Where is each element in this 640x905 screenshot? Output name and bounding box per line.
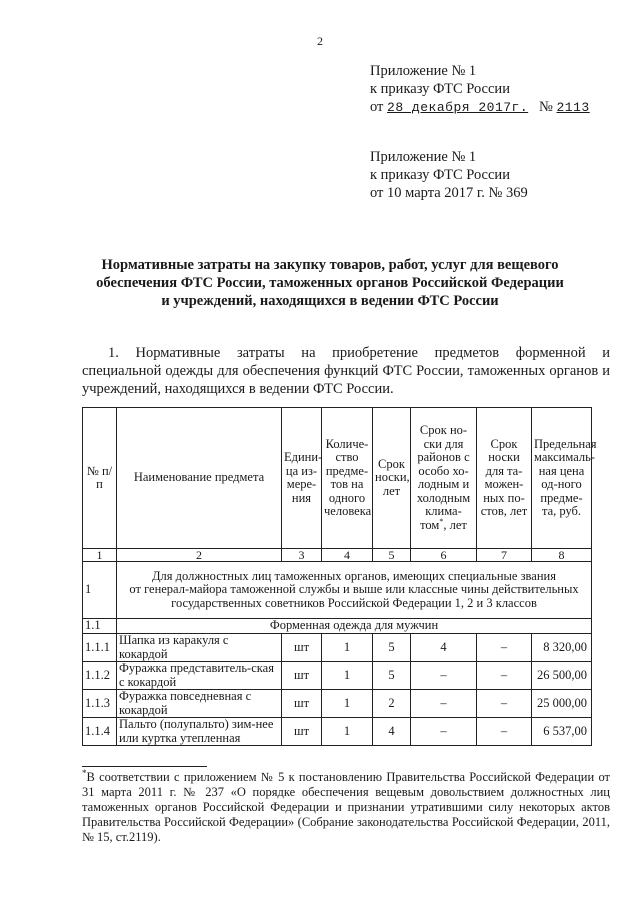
row-item-name: Фуражка повседневная с кокардой (117, 690, 282, 718)
table-row (83, 718, 592, 746)
appendix-previous-line3: от 10 марта 2017 г. № 369 (370, 185, 528, 201)
row-wear-term-posts: – (477, 690, 532, 718)
row-wear-term-posts: – (477, 662, 532, 690)
table-row (83, 662, 592, 690)
appendix-number-sign: № (539, 99, 553, 115)
row-unit: шт (282, 662, 322, 690)
appendix-current (370, 62, 590, 117)
row-num: 1.1.2 (83, 662, 117, 690)
title-line3: и учреждений, находящихся в ведении ФТС России (161, 293, 499, 309)
column-number: 4 (322, 549, 373, 562)
row-wear-term-cold: – (411, 718, 477, 746)
row-wear-term: 5 (373, 634, 411, 662)
row-wear-term: 5 (373, 662, 411, 690)
norms-table (82, 407, 597, 746)
appendix-previous (370, 148, 528, 202)
appendix-date-prefix: от (370, 99, 388, 115)
intro-paragraph (82, 344, 610, 398)
title-line2: обеспечения ФТС России, таможенных органов Российской Федерации (96, 275, 564, 291)
row-wear-term-cold: 4 (411, 634, 477, 662)
row-unit: шт (282, 634, 322, 662)
row-price: 6 537,00 (532, 718, 592, 746)
header-wear-term-posts: Срок носки для та-можен-ных по-стов, лет (477, 408, 532, 549)
group-num: 1 (83, 562, 117, 619)
column-number: 8 (532, 549, 592, 562)
row-wear-term-cold: – (411, 662, 477, 690)
row-price: 8 320,00 (532, 634, 592, 662)
column-number: 3 (282, 549, 322, 562)
row-wear-term-cold: – (411, 690, 477, 718)
document-title (60, 256, 600, 310)
footnote-mark: * (82, 767, 87, 778)
header-wear-term: Срок носки, лет (373, 408, 411, 549)
row-item-name: Пальто (полупальто) зим-нее или куртка утепленная (117, 718, 282, 746)
column-number: 2 (117, 549, 282, 562)
subgroup-num: 1.1 (83, 619, 117, 634)
row-wear-term: 2 (373, 690, 411, 718)
intro-line1: 1. Нормативные затраты на приобретение предметов форменной и (108, 345, 610, 361)
column-number: 6 (411, 549, 477, 562)
header-max-price: Предельная максималь-ная цена од-ного предме-та, руб. (532, 408, 592, 549)
footnote-mark: * (439, 516, 444, 526)
row-wear-term: 4 (373, 718, 411, 746)
title-line1: Нормативные затраты на закупку товаров, работ, услуг для вещевого (101, 257, 559, 273)
page-number: 2 (317, 34, 323, 48)
appendix-handwritten-date: 28 декабря 2017г. (387, 100, 529, 115)
header-unit: Едини-ца из-мере-ния (282, 408, 322, 549)
appendix-current-date-line (370, 98, 590, 117)
row-price: 26 500,00 (532, 662, 592, 690)
appendix-current-line2: к приказу ФТС России (370, 81, 510, 97)
row-wear-term-posts: – (477, 634, 532, 662)
header-wear-term-cold (411, 408, 477, 549)
group-text (117, 562, 592, 619)
row-wear-term-posts: – (477, 718, 532, 746)
subgroup-row (83, 619, 592, 634)
row-num: 1.1.1 (83, 634, 117, 662)
column-number: 1 (83, 549, 117, 562)
appendix-current-line1: Приложение № 1 (370, 63, 477, 79)
appendix-previous-line2: к приказу ФТС России (370, 167, 510, 183)
subgroup-text: Форменная одежда для мужчин (117, 619, 592, 634)
row-unit: шт (282, 718, 322, 746)
row-item-name: Шапка из каракуля с кокардой (117, 634, 282, 662)
header-item-name: Наименование предмета (117, 408, 282, 549)
header-wear-term-cold-text: Срок но-ски для районов с особо хо-лодным и холодным клима-том (416, 423, 471, 532)
row-num: 1.1.3 (83, 690, 117, 718)
footnote-divider (82, 766, 207, 767)
row-item-name: Фуражка представитель-ская с кокардой (117, 662, 282, 690)
group-text-line2: от генерал-майора таможенной службы и выше или классные чины действительных (129, 582, 579, 597)
row-quantity: 1 (322, 690, 373, 718)
header-num: № п/п (83, 408, 117, 549)
table-row (83, 690, 592, 718)
column-number-row (83, 549, 592, 562)
group-row (83, 562, 592, 619)
table-row (83, 634, 592, 662)
group-text-line3: государственных советников Российской Федерации 1, 2 и 3 классов (171, 595, 537, 610)
row-quantity: 1 (322, 662, 373, 690)
column-number: 7 (477, 549, 532, 562)
row-num: 1.1.4 (83, 718, 117, 746)
footnote (82, 767, 610, 845)
row-unit: шт (282, 690, 322, 718)
header-wear-term-cold-tail: , лет (443, 517, 467, 532)
row-price: 25 000,00 (532, 690, 592, 718)
column-number: 5 (373, 549, 411, 562)
header-quantity: Количе-ство предме-тов на одного человека (322, 408, 373, 549)
table-header-row (83, 408, 592, 549)
group-text-line1: Для должностных лиц таможенных органов, имеющих специальные звания (152, 568, 556, 583)
appendix-handwritten-number: 2113 (556, 100, 590, 115)
appendix-previous-line1: Приложение № 1 (370, 149, 477, 165)
intro-rest: специальной одежды для обеспечения функций ФТС России, таможенных органов и учреждений, находящихся в ведении ФТС России. (82, 363, 610, 397)
row-quantity: 1 (322, 718, 373, 746)
footnote-text: В соответствии с приложением № 5 к постановлению Правительства Российской Федерации от 31 марта 2011 г. № 237 «О порядке обеспечения вещевым довольствием должностных лиц таможенных органов Российской Федерации и признании утратившими силу некоторых актов Правительства Российской Федерации» (Собрание законодательства Российской Федерации, 2011, № 15, ст.2119). (82, 770, 610, 844)
row-quantity: 1 (322, 634, 373, 662)
